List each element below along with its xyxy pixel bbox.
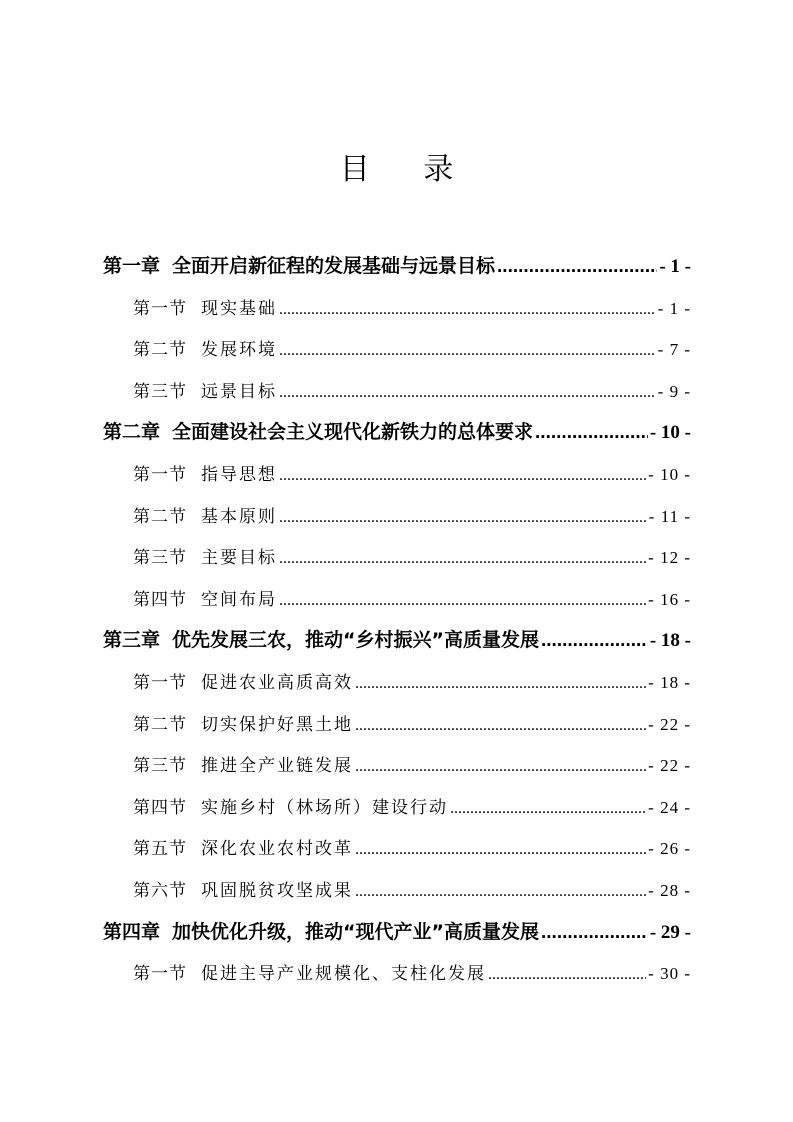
page-number: - 9 - [657,381,691,401]
toc-section-entry[interactable] [103,787,691,829]
toc-section-entry[interactable] [103,496,691,538]
chapter-title: 加快优化升级，推动“现代产业”高质量发展 [172,920,539,943]
section-title: 发展环境 [201,340,277,361]
toc-section-entry[interactable] [103,329,691,371]
section-label [133,829,353,871]
dot-leader [279,289,656,331]
page-number: - 12 - [648,548,691,568]
page-number: - 10 - [648,464,691,484]
page-number: - 18 - [649,630,691,652]
toc-section-entry[interactable] [103,828,691,870]
dot-leader [279,330,656,372]
chapter-label [103,912,539,954]
dot-leader [279,372,656,414]
page-number: - 10 - [649,422,691,444]
section-title: 切实保护好黑土地 [201,714,353,735]
chapter-number: 第四章 [103,920,161,943]
section-title: 促进主导产业规模化、支柱化发展 [201,964,486,985]
section-number: 第六节 [133,880,187,901]
section-label [133,954,486,996]
toc-section-entry[interactable] [103,662,691,704]
toc-section-entry[interactable] [103,454,691,496]
toc-section-entry[interactable] [103,745,691,787]
section-number: 第三节 [133,548,187,569]
table-of-contents [103,246,691,995]
section-label [133,455,277,497]
toc-section-entry[interactable] [103,288,691,330]
chapter-label [103,246,495,288]
section-number: 第四节 [133,589,187,610]
toc-section-entry[interactable] [103,953,691,995]
dot-leader [541,912,648,954]
dot-leader [355,746,646,788]
dot-leader [535,412,648,454]
page-number: - 1 - [657,298,691,318]
toc-chapter-entry[interactable] [103,912,691,954]
page-number: - 30 - [648,964,691,984]
section-label [133,289,277,331]
chapter-title: 全面建设社会主义现代化新铁力的总体要求 [172,421,534,444]
page-number: - 16 - [648,589,691,609]
section-title: 远景目标 [201,381,277,402]
chapter-number: 第三章 [103,629,161,652]
page-number: - 24 - [648,797,691,817]
dot-leader [355,829,646,871]
section-label [133,330,277,372]
dot-leader [355,871,646,913]
section-title: 促进农业高质高效 [201,672,353,693]
section-number: 第三节 [133,756,187,777]
section-number: 第二节 [133,506,187,527]
section-title: 基本原则 [201,506,277,527]
dot-leader [279,497,647,539]
dot-leader [279,455,646,497]
section-label [133,871,353,913]
chapter-label [103,620,539,662]
dot-leader [279,580,646,622]
dot-leader [355,663,646,705]
page-number: - 18 - [648,672,691,692]
section-label [133,663,353,705]
chapter-number: 第一章 [103,255,161,277]
page-number: - 28 - [648,880,691,900]
dot-leader [488,954,646,996]
toc-section-entry[interactable] [103,579,691,621]
section-number: 第四节 [133,797,187,818]
section-label [133,705,353,747]
section-number: 第一节 [133,672,187,693]
page-number: - 22 - [648,756,691,776]
section-title: 指导思想 [201,464,277,485]
chapter-label [103,412,533,454]
page-number: - 26 - [648,839,691,859]
toc-section-entry[interactable] [103,537,691,579]
chapter-title: 优先发展三农，推动“乡村振兴”高质量发展 [172,629,539,652]
section-number: 第二节 [133,340,187,361]
section-label [133,580,277,622]
section-number: 第一节 [133,964,187,985]
section-title: 巩固脱贫攻坚成果 [201,880,353,901]
section-number: 第三节 [133,381,187,402]
section-title: 深化农业农村改革 [201,839,353,860]
page-number: - 22 - [648,714,691,734]
page-number: - 29 - [649,921,691,943]
section-number: 第五节 [133,839,187,860]
section-label [133,788,448,830]
toc-chapter-entry[interactable] [103,412,691,454]
section-number: 第二节 [133,714,187,735]
page-number: - 1 - [659,256,691,277]
dot-leader [279,538,646,580]
section-number: 第一节 [133,298,187,319]
page-number: - 7 - [657,340,691,360]
toc-chapter-entry[interactable] [103,620,691,662]
section-title: 空间布局 [201,589,277,610]
toc-section-entry[interactable] [103,704,691,746]
section-label [133,538,277,580]
dot-leader [541,620,648,662]
section-label [133,372,277,414]
toc-section-entry[interactable] [103,870,691,912]
chapter-title: 全面开启新征程的发展基础与远景目标 [172,255,496,277]
section-title: 主要目标 [201,548,277,569]
dot-leader [355,705,646,747]
chapter-number: 第二章 [103,421,161,444]
toc-chapter-entry[interactable] [103,246,691,288]
section-label [133,497,277,539]
toc-section-entry[interactable] [103,371,691,413]
toc-title: 目 录 [339,152,476,187]
section-title: 现实基础 [201,298,277,319]
dot-leader [497,246,657,288]
section-number: 第一节 [133,464,187,485]
dot-leader [450,788,646,830]
page-number: - 11 - [648,506,691,526]
section-title: 实施乡村（林场所）建设行动 [201,797,448,818]
section-title: 推进全产业链发展 [201,756,353,777]
section-label [133,746,353,788]
